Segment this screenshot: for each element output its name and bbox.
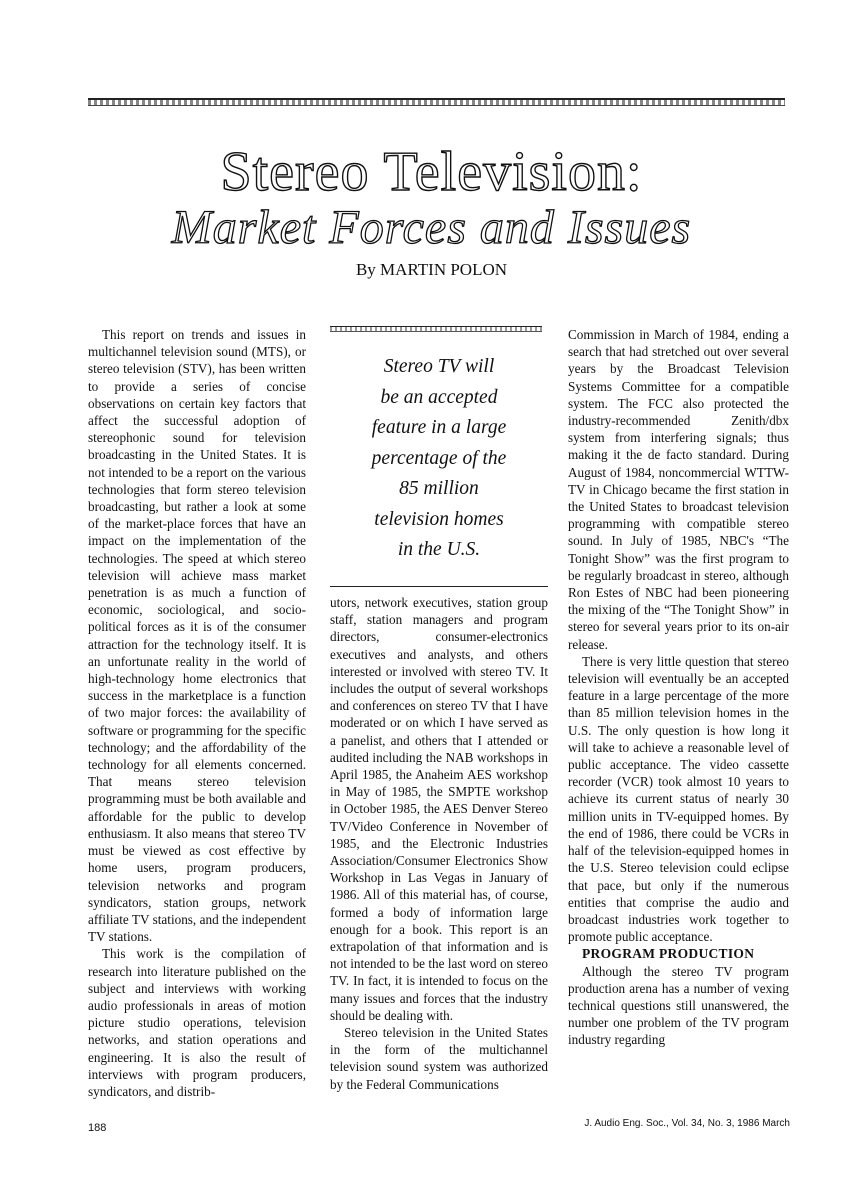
column-1 — [88, 326, 306, 1100]
byline: By MARTIN POLON — [355, 260, 508, 279]
pullquote-line: television homes — [374, 508, 504, 530]
pullquote-line: 85 million — [399, 478, 479, 499]
section-heading: PROGRAM PRODUCTION — [582, 946, 755, 962]
top-decorative-rule — [88, 98, 785, 106]
pullquote-line: feature in a large — [371, 417, 507, 438]
pullquote — [330, 352, 548, 566]
paragraph: Stereo television in the United States in the form of the multichannel television sound system was authorized by the Federal Communications — [330, 1025, 548, 1092]
journal-citation: J. Audio Eng. Soc., Vol. 34, No. 3, 1986 March — [584, 1118, 790, 1129]
paragraph: utors, network executives, station group staff, station managers and program directors, consumer-electronics executives and analysts, and others interested or involved with stereo TV. It includes the output of several workshops and conferences on stereo TV that I have moderated or on which I have served as a panelist, and others that I attended or audited including the NAB workshops in April 1985, the Anaheim AES workshop in May of 1985, the SMPTE workshop in October 1985, the AES Denver Stereo TV/Video Conference in November of 1985, and the Electronic Industries Association/Consumer Electronics Show Workshop in Las Vegas in January of 1986. All of this material has, of course, formed a body of information large enough for a book. This report is an extrapolation of that information and is not intended to be the last word on stereo TV. In fact, it is intended to focus on the many issues and forces that the industry should be dealing with. — [330, 595, 548, 1023]
article-subtitle: Market Forces and Issues — [171, 201, 692, 254]
page-number: 188 — [88, 1122, 107, 1134]
paragraph: Although the stereo TV program production arena has a number of vexing technical questions still unanswered, the number one problem of the TV program industry regarding — [568, 963, 789, 1048]
pullquote-line: percentage of the — [371, 447, 507, 469]
pullquote-top-rule — [330, 326, 542, 332]
column-3 — [568, 326, 789, 1049]
paragraph: This work is the compilation of research into literature published on the subject and interviews with working audio professionals in areas of motion picture studio operations, television networks, and station operations and engineering. It is also the result of interviews with program producers, syndicators, and distrib- — [88, 946, 306, 1099]
paragraph: This report on trends and issues in multichannel television sound (MTS), or stereo television (STV), has been written to provide a series of concise observations on certain key factors that affect the successful adoption of stereophonic sound for television broadcasting in the United States. It is not intended to be a report on the various technologies that form stereo television broadcasting, but rather a look at some of the market-place forces that have an impact on the implementation of the technologies. The speed at which stereo television will achieve mass market penetration is as much a function of economic, sociological, and socio-political forces as it is of the consumer attraction for the technology itself. It is an unfortunate reality in the world of high-technology home electronics that success in the marketplace is a function of two major forces: the availability of software or programming for the specific technology; and the affordability of the technology for all elements concerned. That means stereo television programming must be both available and affordable for the public to develop enthusiasm. It also means that stereo TV must be viewed as cost effective by home users, program producers, television networks and program syndicators, station groups, network affiliate TV stations, and the independent TV stations. — [88, 327, 306, 945]
pullquote-line: in the U.S. — [397, 539, 481, 560]
pullquote-line: Stereo TV will — [383, 356, 495, 377]
pullquote-line: be an accepted — [380, 386, 498, 408]
paragraph: Commission in March of 1984, ending a search that had stretched out over several years by the Broadcast Television Systems Committee for a compatible system. The FCC also protected the industry-recommended Zenith/dbx system from interfering signals; thus making it the de facto standard. During August of 1984, noncommercial WTTW-TV in Chicago became the first station in the United States to broadcast television programming with compatible stereo sound. In July of 1985, NBC's “The Tonight Show” was the first program to be regularly broadcast in stereo, although Ron Estes of NBC had been pioneering the mixing of the “The Tonight Show” in stereo for several years prior to its on-air release. — [568, 327, 789, 652]
column-2 — [330, 594, 548, 1093]
paragraph: There is very little question that stereo television will eventually be an accepted feature in a large percentage of the more than 85 million television homes in the U.S. The only question is how long it will take to achieve a reasonable level of public acceptance. The video cassette recorder (VCR) took almost 10 years to achieve its current status of nearly 30 million units in TV-equipped homes. By the end of 1986, there could be VCRs in half of the television-equipped homes in the U.S. Stereo television could eclipse that pace, but only if the numerous entities that comprise the audio and broadcast industries work together to promote public acceptance. — [568, 653, 789, 945]
pullquote-bottom-rule — [330, 586, 548, 587]
article-title: Stereo Television: — [220, 141, 643, 203]
